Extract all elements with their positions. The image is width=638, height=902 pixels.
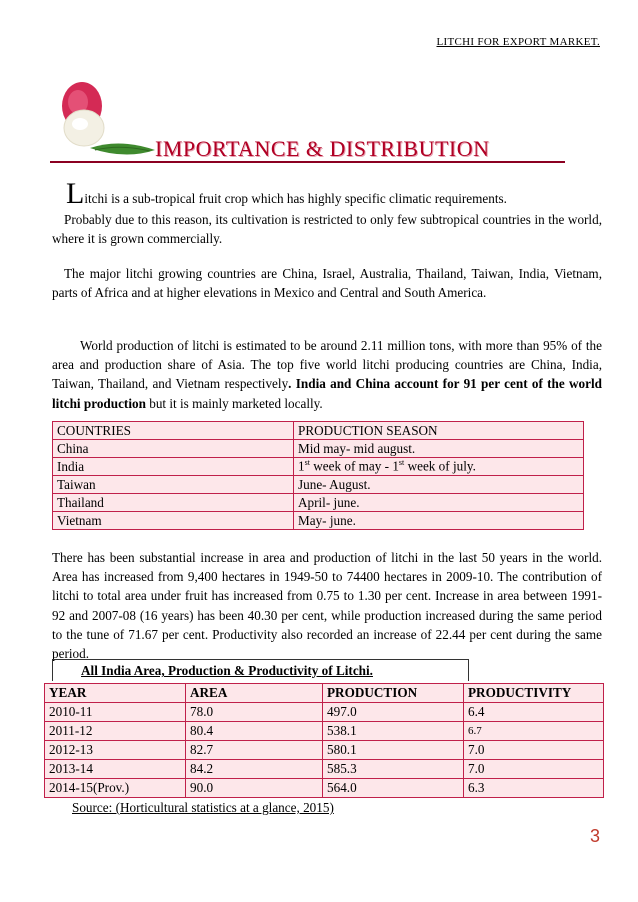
table-row xyxy=(53,476,584,494)
table-cell: Taiwan xyxy=(53,476,294,494)
table-cell: 82.7 xyxy=(186,741,323,760)
world-production-tail: but it is mainly marketed locally. xyxy=(145,395,323,411)
table-header-row xyxy=(45,684,604,703)
table-header-cell: PRODUCTION SEASON xyxy=(294,422,584,440)
table-header-cell: AREA xyxy=(186,684,323,703)
table-row xyxy=(45,779,604,798)
table-row xyxy=(53,512,584,530)
table-row xyxy=(45,722,604,741)
india-table-title: All India Area, Production & Productivity of Litchi. xyxy=(52,659,469,681)
table-header-cell: COUNTRIES xyxy=(53,422,294,440)
table-cell: April- june. xyxy=(294,494,584,512)
drop-cap: L xyxy=(66,177,85,210)
table-cell: 580.1 xyxy=(323,741,464,760)
page-title: IMPORTANCE & DISTRIBUTION xyxy=(155,136,490,161)
table-cell: 78.0 xyxy=(186,703,323,722)
table-cell: China xyxy=(53,440,294,458)
world-production-text: World production of litchi is estimated to be around 2.11 million tons, with more than 95% of the area and production share of Asia. The top five world litchi producing countries are China, India, Taiwan, Thailand, and Vietnam respectively xyxy=(52,338,602,392)
table-row xyxy=(45,741,604,760)
table-source: Source: (Horticultural statistics at a glance, 2015) xyxy=(72,800,334,815)
table-header-cell: YEAR xyxy=(45,684,186,703)
table-cell: 2011-12 xyxy=(45,722,186,741)
table-cell: 7.0 xyxy=(464,741,604,760)
table-row xyxy=(53,440,584,458)
table-cell: 538.1 xyxy=(323,722,464,741)
litchi-fruit-image xyxy=(50,78,160,168)
growing-countries-paragraph: The major litchi growing countries are China, Israel, Australia, Thailand, Taiwan, India, Vietnam, parts of Africa and at higher elevations in Mexico and Central and South America. xyxy=(52,266,602,301)
table-cell: Vietnam xyxy=(53,512,294,530)
table-cell: May- june. xyxy=(294,512,584,530)
running-header: LITCHI FOR EXPORT MARKET. xyxy=(436,36,600,48)
table-cell: 2013-14 xyxy=(45,760,186,779)
table-cell: 6.7 xyxy=(464,722,604,741)
table-cell: 84.2 xyxy=(186,760,323,779)
table-cell: June- August. xyxy=(294,476,584,494)
table-cell: 7.0 xyxy=(464,760,604,779)
table-cell: 80.4 xyxy=(186,722,323,741)
table-cell: 497.0 xyxy=(323,703,464,722)
india-production-table xyxy=(44,683,604,798)
area-increase-paragraph: There has been substantial increase in area and production of litchi in the last 50 years in the world. Area has increased from 9,400 hectares in 1949-50 to 74400 hectares in 2009-10. The contribution of litchi to total area under fruit has increased from 0.75 to 1.30 per cent. Increase in area between 1991-92 and 2007-08 (16 years) has been 40.30 per cent, while production increased during the same period to the tune of 71.67 per cent. Productivity also recorded an increase of 22.44 per cent during the same period. xyxy=(52,550,602,662)
intro-paragraph-2: Probably due to this reason, its cultivation is restricted to only few subtropical countries in the world, where it is grown commercially. xyxy=(52,212,602,247)
intro-paragraph xyxy=(52,177,602,210)
table-cell: Thailand xyxy=(53,494,294,512)
table-header-cell: PRODUCTIVITY xyxy=(464,684,604,703)
table-cell: India xyxy=(53,458,294,476)
page-number: 3 xyxy=(589,826,600,846)
intro-text: itchi is a sub-tropical fruit crop which has highly specific climatic requirements. xyxy=(84,191,507,206)
table-cell: 6.4 xyxy=(464,703,604,722)
india-china-highlight: . India and China account for 91 per cent of the world litchi production xyxy=(52,376,603,411)
table-row xyxy=(53,494,584,512)
table-cell: 2012-13 xyxy=(45,741,186,760)
table-cell: 564.0 xyxy=(323,779,464,798)
table-cell: 585.3 xyxy=(323,760,464,779)
table-row xyxy=(45,703,604,722)
table-cell: 6.3 xyxy=(464,779,604,798)
table-cell: 1st week of may - 1st week of july. xyxy=(294,458,584,476)
table-cell: 90.0 xyxy=(186,779,323,798)
production-season-table xyxy=(52,421,584,530)
table-row xyxy=(53,458,584,476)
table-cell: 2014-15(Prov.) xyxy=(45,779,186,798)
table-cell: 2010-11 xyxy=(45,703,186,722)
table-cell: Mid may- mid august. xyxy=(294,440,584,458)
table-header-row xyxy=(53,422,584,440)
world-production-paragraph xyxy=(52,336,602,413)
table-header-cell: PRODUCTION xyxy=(323,684,464,703)
table-row xyxy=(45,760,604,779)
